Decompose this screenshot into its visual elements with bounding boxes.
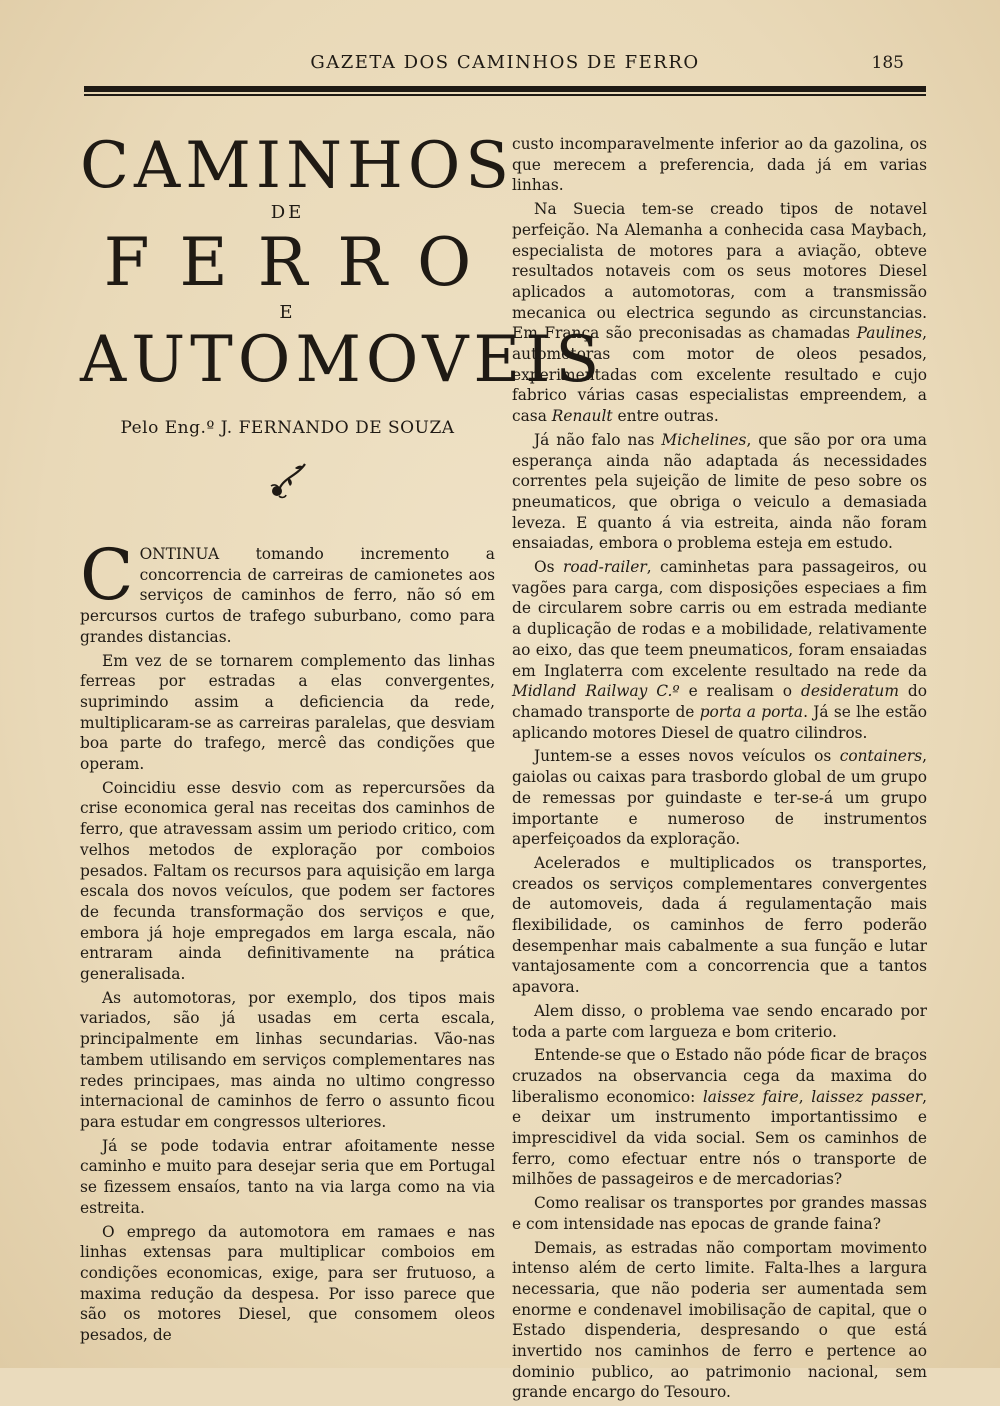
byline: Pelo Eng.º J. FERNANDO DE SOUZA	[120, 418, 455, 438]
paragraph: Coincidiu esse desvio com as repercursões da crise economica geral nas receitas dos caminhos de ferro, que atravessam assim um periodo critico, com velhos metodos de exploração por comboios pesados. Faltam os recursos para aquisição em larga escala dos novos veículos, que podem ser factores de fecunda transformação dos serviços e que, embora já hoje empregados em larga escala, não entraram ainda definitivamente na prática generalisada.	[80, 778, 495, 984]
text: , automotoras com motor de oleos pesados, experimentadas com excelente resultado e cujo fabrico várias casas especialistas empreendem, a casa	[512, 324, 927, 426]
paragraph: Em vez de se tornarem complemento das linhas ferreas por estradas a elas convergentes, suprimindo assim a deficiencia da rede, multiplicaram-se as carreiras paralelas, que desviam boa parte do trafego, mercê das condições que operam.	[80, 651, 495, 774]
text: Os	[534, 558, 563, 577]
text: ,	[798, 1087, 812, 1106]
text: , que são por ora uma esperança ainda não adaptada ás necessidades correntes pela sujeição de limite de peso sobre os pneumaticos, que obriga o veiculo a demasiada leveza. E quanto á via estreita, ainda não foram ensaiadas, embora o problema esteja em estudo.	[512, 430, 927, 553]
paragraph	[512, 1045, 927, 1190]
right-column	[512, 134, 927, 1406]
text: Já não falo nas	[534, 430, 662, 449]
text: , e deixar um instrumento importantissimo e imprescidivel da vida social. Sem os caminhos de ferro, como efectuar entre nós o transporte de milhões de passageiros e de mercadorias?	[512, 1087, 928, 1189]
italic-text: porta a porta	[699, 702, 804, 721]
paragraph: As automotoras, por exemplo, dos tipos mais variados, são já usadas em certa escala, principalmente em linhas secundarias. Vão-nas tambem utilisando em serviços complementares nas redes principaes, mas ainda no ultimo congresso internacional de caminhos de ferro o assunto ficou para estudar em congressos ulteriores.	[80, 988, 495, 1131]
text: , caminhetas para passageiros, ou vagões para carga, com disposições especiaes a fim de circularem sobre carris ou em estrada mediante a duplicação de rodas e a mobilidade, relativamente ao eixo, das que teem pneumaticos, foram ensaiadas em Inglaterra com excelente resultado na rede da	[512, 558, 927, 680]
paragraph: custo incomparavelmente inferior ao da gazolina, os que merecem a preferencia, dada já em varias linhas.	[512, 135, 927, 195]
italic-text: road-railer	[562, 558, 647, 577]
text: , gaiolas ou caixas para trasbordo global de um grupo de remessas por guindaste e ter-se-á um grupo importante e numeroso de instrumentos aperfeiçoados da exploração.	[512, 747, 927, 849]
paragraph: Como realisar os transportes por grandes massas e com intensidade nas epocas de grande faina?	[512, 1194, 927, 1233]
paragraph: Já se pode todavia entrar afoitamente nesse caminho e muito para desejar seria que em Portugal se fizessem ensaíos, tanto na via larga como na via estreita.	[80, 1136, 495, 1217]
title-line-caminhos: CAMINHOS	[80, 129, 515, 203]
journal-name: GAZETA DOS CAMINHOS DE FERRO	[310, 52, 700, 73]
floral-ornament-icon	[265, 460, 311, 500]
text: Entende-se que o Estado não póde ficar de braços cruzados na observancia cega da maxima do liberalismo economico:	[512, 1046, 927, 1106]
text: Na Suecia tem-se creado tipos de notavel perfeição. Na Alemanha a conhecida casa Maybach, especialista de motores para a aviação, obteve resultados notaveis com os seus motores Diesel aplicados a automotoras, com a transmissão mecanica ou electrica segundo as circunstancias. Em França são preconisadas as chamadas	[512, 200, 927, 343]
page-number: 185	[871, 53, 904, 73]
paragraph: Demais, as estradas não comportam movimento intenso além de certo limite. Falta-lhes a largura necessaria, que não poderia ser aumentada sem enorme e condenavel imobilisação de capital, que o Estado dispenderia, despresando o que está invertido nos caminhos de ferro e pertence ao dominio publico, ao patrimonio nacional, sem grande encargo do Tesouro.	[512, 1238, 927, 1402]
title-line-de: DE	[270, 202, 305, 223]
paragraph: Alem disso, o problema vae sendo encarado por toda a parte com largueza e bom criterio.	[512, 1001, 927, 1041]
title-line-e: E	[279, 302, 296, 323]
text: e realisam o	[679, 682, 801, 701]
text: . Já se lhe estão aplicando motores Diesel de quatro cilindros.	[512, 702, 928, 742]
text: do chamado transporte de	[512, 682, 927, 721]
text: entre outras.	[612, 407, 719, 426]
italic-text: laissez passer	[811, 1087, 923, 1106]
text: Juntem-se a esses novos veículos os	[534, 747, 840, 766]
paragraph: Acelerados e multiplicados os transportes, creados os serviços complementares convergentes de automoveis, dada á regulamentação mais flexibilidade, os caminhos de ferro poderão desempenhar mais cabalmente a sua função e lutar vantajosamente com a concorrencia que a tantos apavora.	[512, 853, 927, 997]
paragraph: O emprego da automotora em ramaes e nas linhas extensas para multiplicar comboios em condições economicas, exige, para ser frutuoso, a maxima redução da despesa. Por isso parece que são os motores Diesel, que consomem oleos pesados, de	[80, 1222, 495, 1345]
italic-text: containers	[839, 747, 923, 766]
italic-text: desideratum	[800, 682, 899, 701]
left-column-text	[80, 534, 495, 1346]
paragraph	[512, 430, 927, 554]
paragraph	[512, 557, 927, 743]
paragraph-text: ONTINUA tomando incremento a concorrencia de carreiras de camionetes aos serviços de caminhos de ferro, não só em percursos curtos de trafego suburbano, como para grandes distancias.	[80, 545, 495, 646]
header-rule	[84, 86, 926, 96]
paragraph	[512, 199, 927, 427]
title-line-ferro: FERRO	[103, 224, 502, 301]
italic-text: Renault	[551, 407, 613, 426]
paragraph	[80, 534, 495, 648]
italic-text: Paulines	[856, 324, 923, 343]
italic-text: laissez faire	[702, 1087, 799, 1106]
running-head	[84, 52, 926, 80]
title-line-automoveis: AUTOMOVEIS	[80, 323, 605, 397]
italic-text: Midland Railway C.º	[512, 682, 680, 701]
drop-cap: C	[80, 534, 134, 616]
italic-text: Michelines	[661, 430, 747, 449]
article-title	[80, 129, 605, 397]
paragraph	[512, 746, 927, 850]
